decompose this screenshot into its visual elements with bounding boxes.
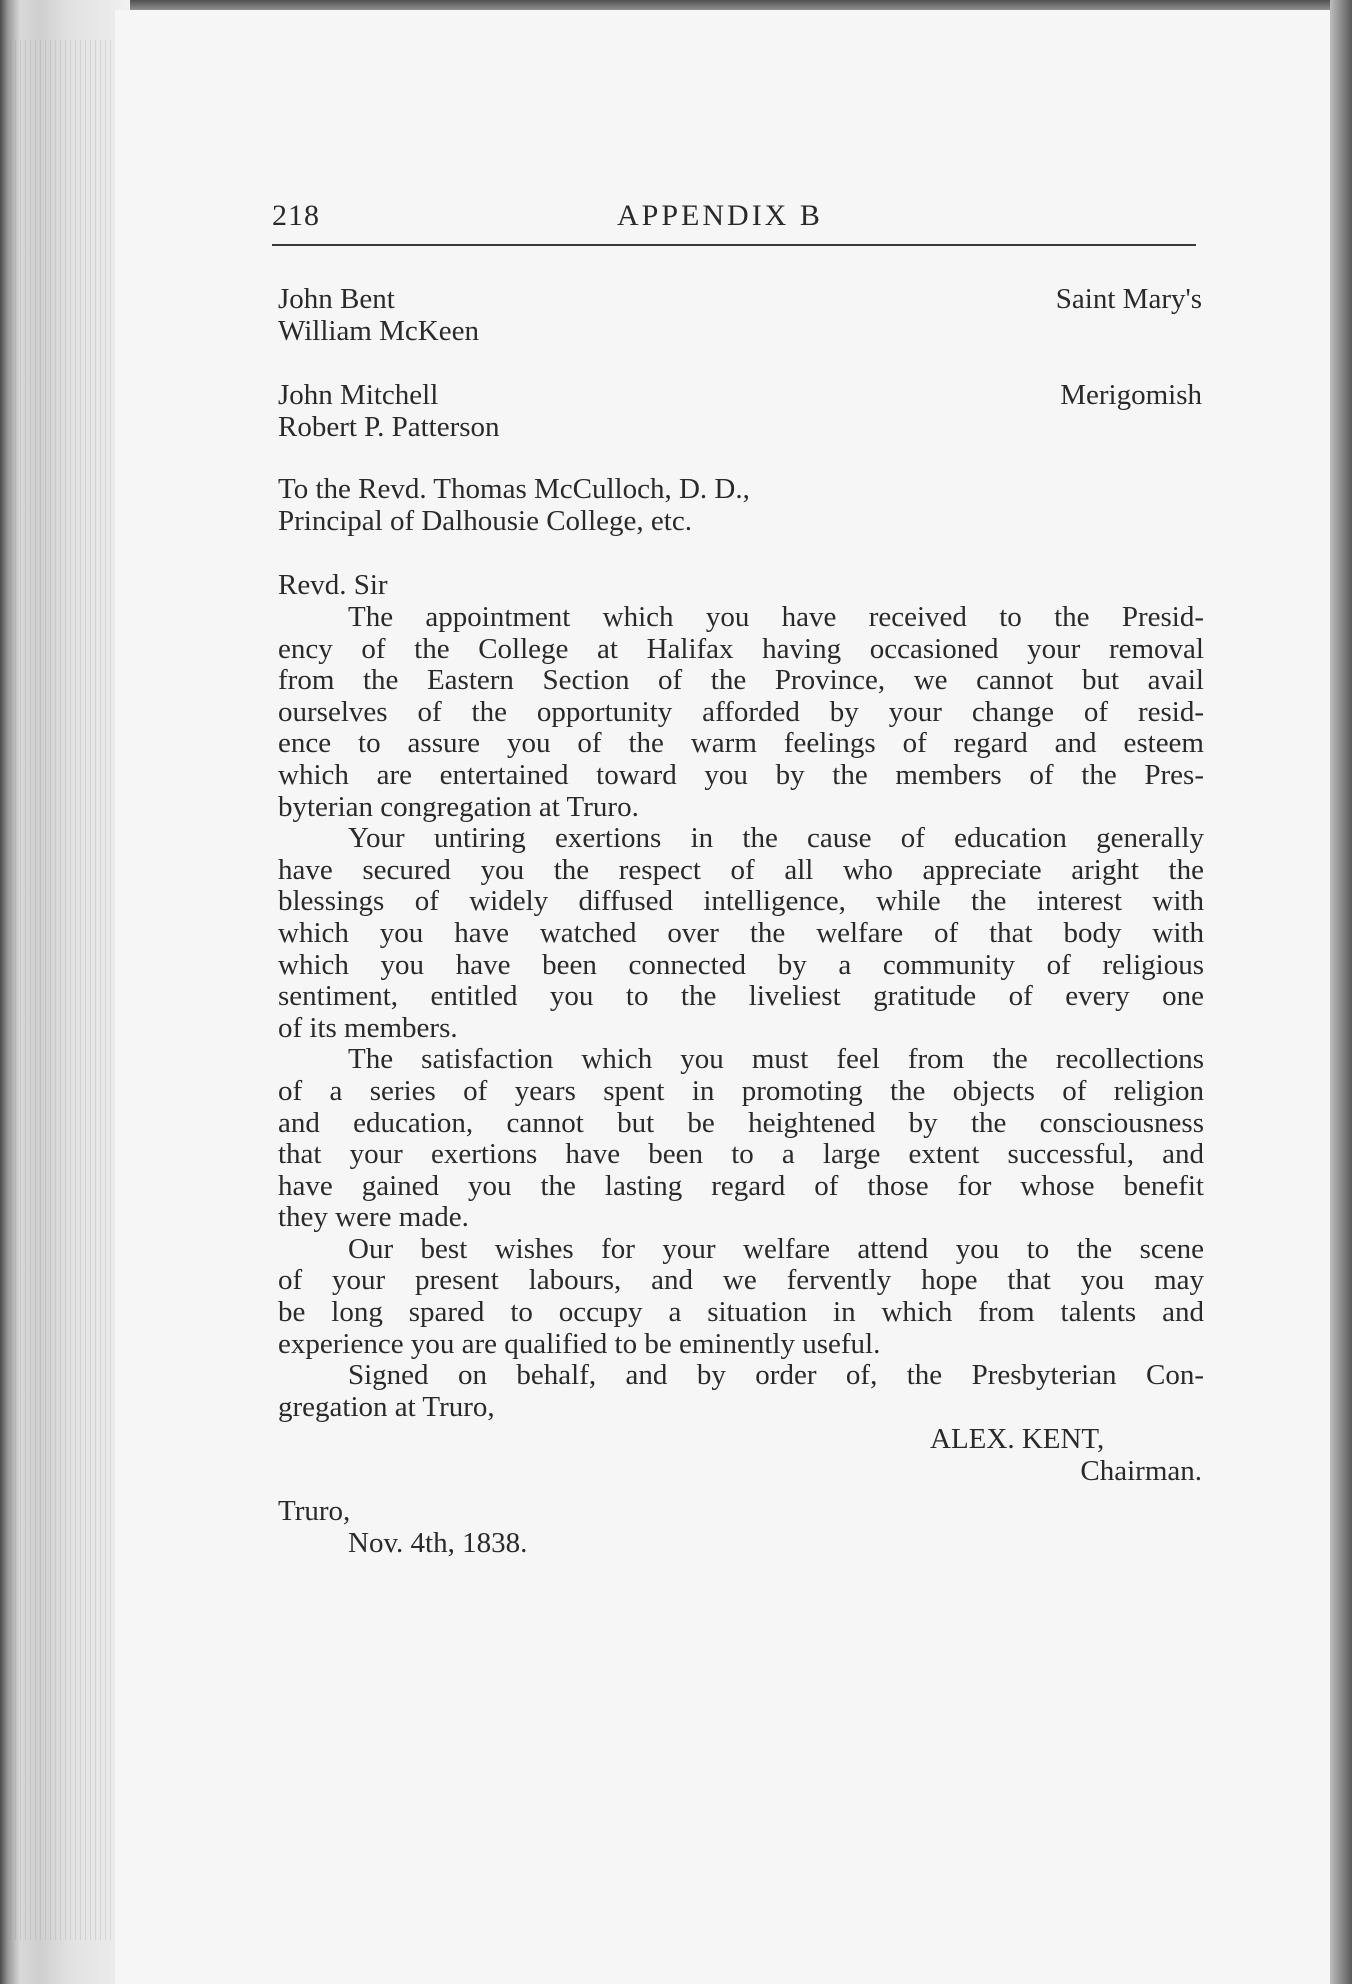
book-page-edges <box>0 0 130 1984</box>
salutation: Revd. Sir <box>278 569 388 601</box>
body-line: ence to assure you of the warm feelings of regard and esteem <box>278 727 1204 760</box>
body-line: which you have watched over the welfare of that body with <box>278 916 1204 949</box>
body-line: which you have been connected by a community of religious <box>278 948 1204 981</box>
body-line: blessings of widely diffused intelligence, while the interest with <box>278 885 1204 918</box>
body-line: Our best wishes for your welfare attend you to the scene <box>348 1232 1204 1265</box>
body-line: from the Eastern Section of the Province, we cannot but avail <box>278 664 1204 697</box>
body-line: ency of the College at Halifax having occasioned your removal <box>278 632 1204 665</box>
signer-name: Robert P. Patterson <box>278 411 500 443</box>
signer-name: John Bent <box>278 283 395 315</box>
page-title: APPENDIX B <box>617 199 823 232</box>
dateline-date: Nov. 4th, 1838. <box>348 1527 528 1559</box>
body-line: The satisfaction which you must feel from the recollections <box>348 1043 1204 1076</box>
body-line: have gained you the lasting regard of those for whose benefit <box>278 1169 1204 1202</box>
body-line: experience you are qualified to be eminently useful. <box>278 1327 881 1360</box>
body-line: gregation at Truro, <box>278 1390 495 1423</box>
body-line: of its members. <box>278 1011 458 1044</box>
signature-name: ALEX. KENT, <box>930 1423 1105 1455</box>
signer-place: Merigomish <box>1060 379 1202 411</box>
body-line: byterian congregation at Truro. <box>278 790 639 823</box>
body-line: they were made. <box>278 1201 469 1234</box>
body-line: Your untiring exertions in the cause of education generally <box>348 822 1204 855</box>
header-rule <box>272 244 1196 246</box>
signer-name: William McKeen <box>278 315 479 347</box>
body-line: of your present labours, and we fervently hope that you may <box>278 1264 1204 1297</box>
body-line: Signed on behalf, and by order of, the Presbyterian Con- <box>348 1359 1204 1392</box>
signer-name: John Mitchell <box>278 379 439 411</box>
body-line: ourselves of the opportunity afforded by your change of resid- <box>278 695 1204 728</box>
letter-body <box>278 602 1204 1423</box>
page-edge-lines <box>10 40 120 1940</box>
body-line: have secured you the respect of all who appreciate aright the <box>278 853 1204 886</box>
dateline-place: Truro, <box>278 1495 351 1527</box>
page-number: 218 <box>272 199 320 232</box>
signer-place: Saint Mary's <box>1055 283 1202 315</box>
body-line: of a series of years spent in promoting the objects of religion <box>278 1074 1204 1107</box>
body-line: sentiment, entitled you to the liveliest gratitude of every one <box>278 980 1204 1013</box>
body-line: that your exertions have been to a large extent successful, and <box>278 1138 1204 1171</box>
address-line: To the Revd. Thomas McCulloch, D. D., <box>278 473 750 505</box>
book-right-edge <box>1330 0 1352 1984</box>
body-line: and education, cannot but be heightened by the consciousness <box>278 1106 1204 1139</box>
address-line: Principal of Dalhousie College, etc. <box>278 505 692 537</box>
body-line: which are entertained toward you by the members of the Pres- <box>278 758 1204 791</box>
signature-title: Chairman. <box>1080 1455 1202 1487</box>
body-line: be long spared to occupy a situation in which from talents and <box>278 1296 1204 1329</box>
body-line: The appointment which you have received to the Presid- <box>348 601 1204 633</box>
